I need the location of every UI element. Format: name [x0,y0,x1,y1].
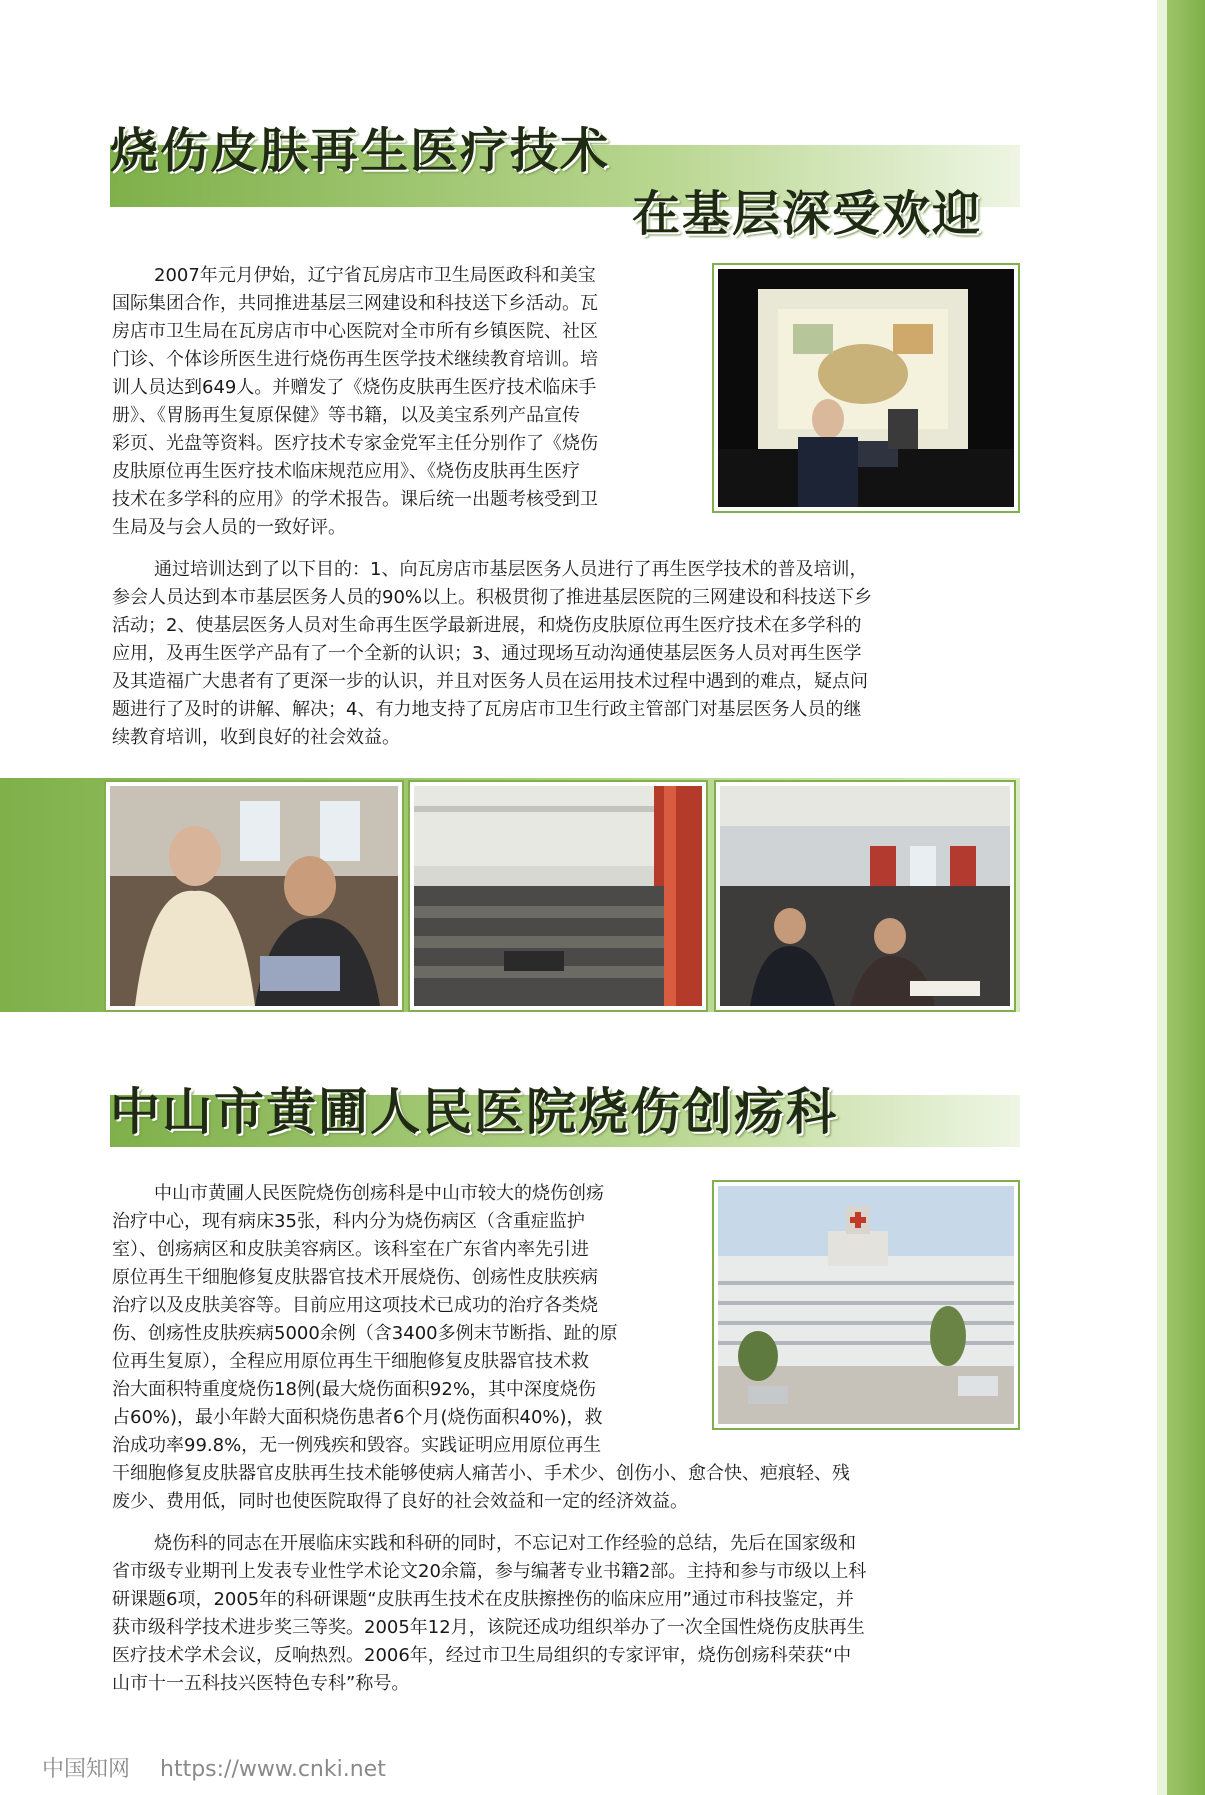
lecture-photo [714,265,1018,511]
text-line: 通过培训达到了以下目的：1、向瓦房店市基层医务人员进行了再生医学技术的普及培训， [154,559,868,580]
text-line: 参会人员达到本市基层医务人员的90%以上。积极贯彻了推进基层医院的三网建设和科技送下乡 [112,587,873,608]
article2-paragraph2 [112,1530,1012,1698]
text-line: 中山市黄圃人民医院烧伤创疡科是中山市较大的烧伤创疡 [154,1183,604,1204]
text-line: 应用，及再生医学产品有了一个全新的认识；3、通过现场互动沟通使基层医务人员对再生医学 [112,643,862,664]
side-decor-strip [1167,0,1205,1795]
text-line: 房店市卫生局在瓦房店市中心医院对全市所有乡镇医院、社区 [112,321,598,342]
text-line: 省市级专业期刊上发表专业性学术论文20余篇，参与编著专业书籍2部。主持和参与市级以上科 [112,1561,867,1582]
text-line: 治成功率99.8%，无一例残疾和毁容。实践证明应用原位再生 [112,1435,602,1456]
watermark-url[interactable]: https://www.cnki.net [160,1757,386,1782]
training-photo-1 [106,782,402,1010]
text-line: 干细胞修复皮肤器官皮肤再生技术能够使病人痛苦小、手术少、创伤小、愈合快、疤痕轻、残 [112,1463,850,1484]
training-photo-2 [410,782,706,1010]
text-line: 活动；2、使基层医务人员对生命再生医学最新进展，和烧伤皮肤原位再生医疗技术在多学科的 [112,615,862,636]
text-line: 占60%)，最小年龄大面积烧伤患者6个月(烧伤面积40%)，救 [112,1407,603,1428]
text-line: 及其造福广大患者有了更深一步的认识，并且对医务人员在运用技术过程中遇到的难点，疑点问 [112,671,868,692]
text-line: 废少、费用低，同时也使医院取得了良好的社会效益和一定的经济效益。 [112,1491,688,1512]
text-line: 原位再生干细胞修复皮肤器官技术开展烧伤、创疡性皮肤疾病 [112,1267,598,1288]
article2-paragraph1 [112,1180,698,1460]
article1-title-line1: 烧伤皮肤再生医疗技术 [110,123,611,179]
text-line: 山市十一五科技兴医特色专科”称号。 [112,1673,410,1694]
text-line: 烧伤科的同志在开展临床实践和科研的同时，不忘记对工作经验的总结，先后在国家级和 [154,1533,856,1554]
text-line: 获市级科学技术进步奖三等奖。2005年12月，该院还成功组织举办了一次全国性烧伤皮肤再生 [112,1617,865,1638]
text-line: 彩页、光盘等资料。医疗技术专家金党军主任分别作了《烧伤 [112,433,598,454]
article1-title-line2: 在基层深受欢迎 [632,186,983,242]
article2-title: 中山市黄圃人民医院烧伤创疡科 [110,1082,838,1141]
article1-paragraph2 [112,556,1012,752]
text-line: 训人员达到649人。并赠发了《烧伤皮肤再生医疗技术临床手 [112,377,597,398]
text-line: 室）、创疡病区和皮肤美容病区。该科室在广东省内率先引进 [112,1239,589,1260]
hospital-building-photo [714,1182,1018,1428]
text-line: 伤、创疡性皮肤疾病5000余例（含3400多例末节断指、趾的原 [112,1323,618,1344]
article2-paragraph1-continued [112,1460,1012,1516]
text-line: 续教育培训，收到良好的社会效益。 [112,727,400,748]
text-line: 册》、《胃肠再生复原保健》等书籍，以及美宝系列产品宣传 [112,405,580,426]
text-line: 医疗技术学术会议，反响热烈。2006年，经过市卫生局组织的专家评审，烧伤创疡科荣获“中 [112,1645,852,1666]
text-line: 2007年元月伊始，辽宁省瓦房店市卫生局医政科和美宝 [154,265,596,286]
text-line: 题进行了及时的讲解、解决；4、有力地支持了瓦房店市卫生行政主管部门对基层医务人员的继 [112,699,862,720]
text-line: 皮肤原位再生医疗技术临床规范应用》、《烧伤皮肤再生医疗 [112,461,580,482]
cnki-watermark [42,1752,386,1783]
article1-paragraph1 [112,262,698,542]
text-line: 生局及与会人员的一致好评。 [112,517,346,538]
text-line: 治疗以及皮肤美容等。目前应用这项技术已成功的治疗各类烧 [112,1295,598,1316]
text-line: 位再生复原），全程应用原位再生干细胞修复皮肤器官技术救 [112,1351,589,1372]
side-strip-inner [1157,0,1167,1795]
text-line: 研课题6项，2005年的科研课题“皮肤再生技术在皮肤擦挫伤的临床应用”通过市科技鉴定，并 [112,1589,854,1610]
text-line: 国际集团合作，共同推进基层三网建设和科技送下乡活动。瓦 [112,293,598,314]
text-line: 技术在多学科的应用》的学术报告。课后统一出题考核受到卫 [112,489,598,510]
training-photo-3 [716,782,1014,1010]
text-line: 治疗中心，现有病床35张，科内分为烧伤病区（含重症监护 [112,1211,585,1232]
watermark-text: 中国知网 [42,1757,131,1782]
text-line: 治大面积特重度烧伤18例(最大烧伤面积92%，其中深度烧伤 [112,1379,596,1400]
text-line: 门诊、个体诊所医生进行烧伤再生医学技术继续教育培训。培 [112,349,598,370]
